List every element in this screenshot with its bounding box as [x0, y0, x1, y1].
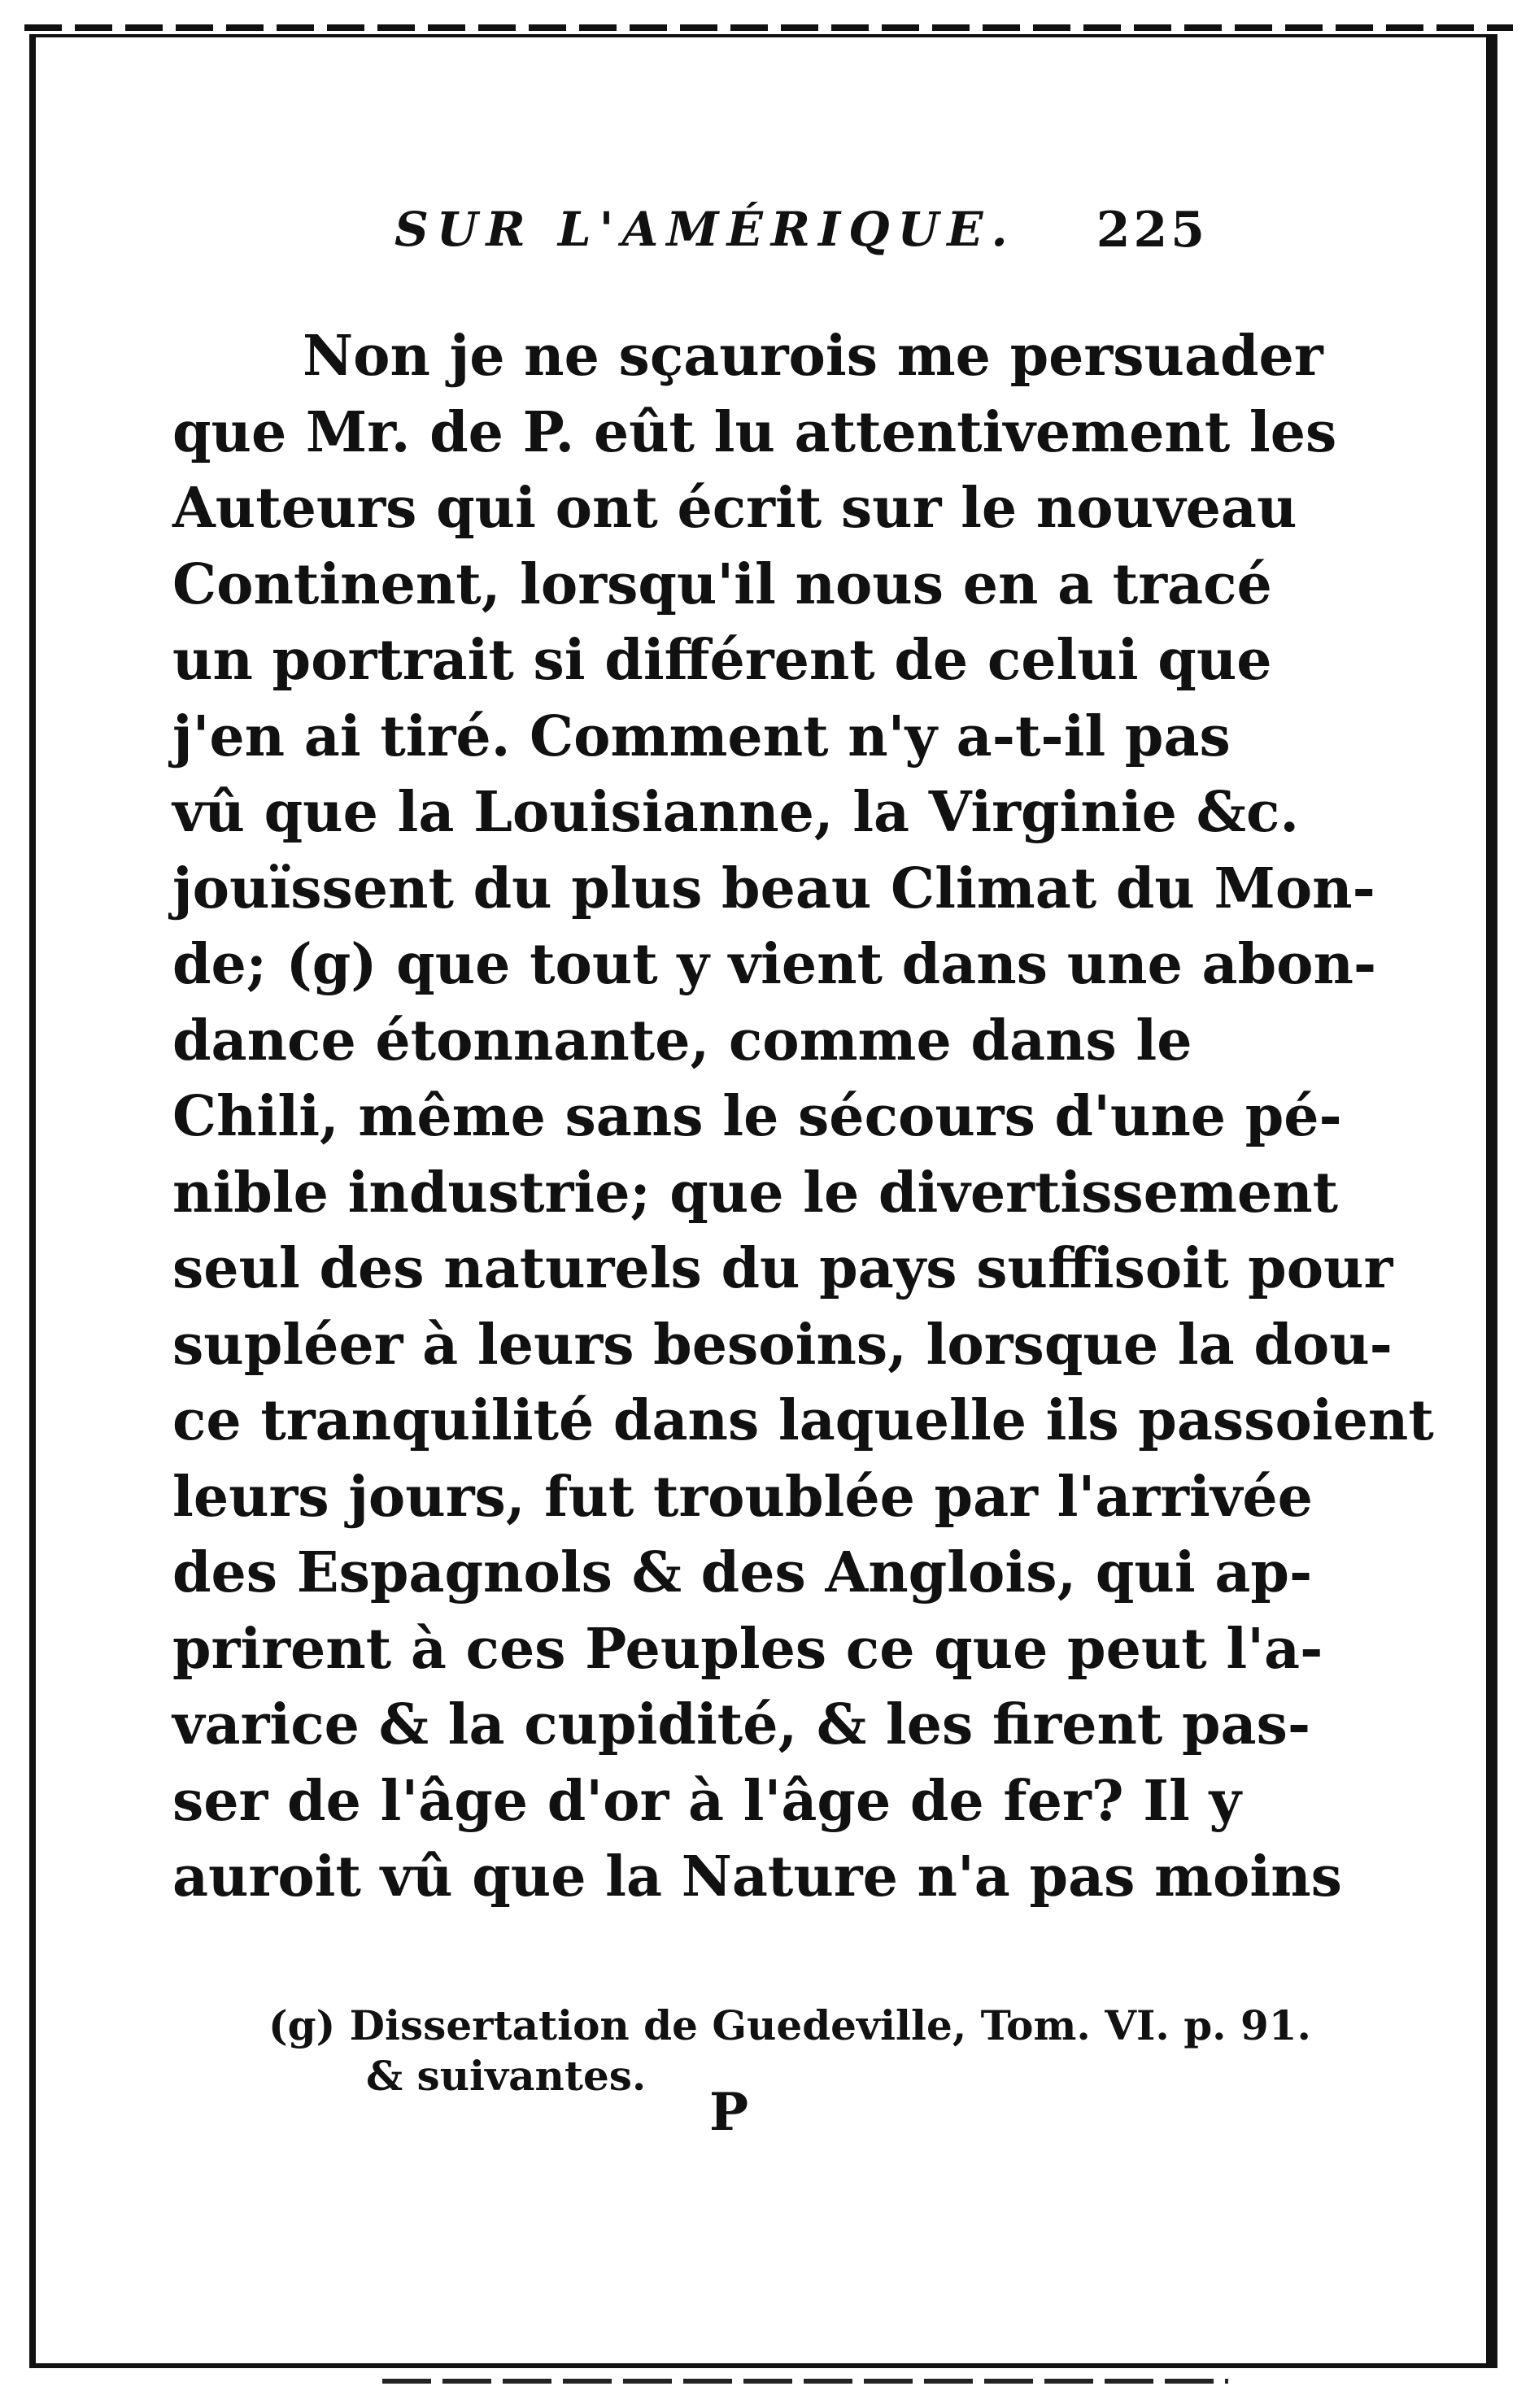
text-line: un portrait si différent de celui que [172, 628, 1272, 693]
scan-edge-bottom [382, 2379, 1228, 2384]
text-line: que Mr. de P. eût lu attentivement les [172, 399, 1337, 465]
text-line: Chili, même sans le sécours d'une pé- [172, 1084, 1342, 1149]
running-title: SUR L'AMÉRIQUE. [394, 202, 1016, 257]
text-line: seul des naturels du pays suffisoit pour [172, 1236, 1393, 1301]
page-number: 225 [1096, 202, 1208, 259]
text-line: ce tranquilité dans laquelle ils passoient [172, 1388, 1434, 1453]
running-header [394, 202, 1208, 267]
text-line: jouïssent du plus beau Climat du Mon- [172, 856, 1375, 921]
text-line: varice & la cupidité, & les firent pas- [172, 1692, 1311, 1757]
text-line: leurs jours, fut troublée par l'arrivée [172, 1464, 1313, 1530]
text-line: ser de l'âge d'or à l'âge de fer? Il y [172, 1768, 1242, 1834]
body-text [172, 319, 1434, 1916]
scan-edge-top [24, 24, 1513, 31]
text-line: Continent, lorsqu'il nous en a tracé [172, 551, 1272, 617]
text-line: prirent à ces Peuples ce que peut l'a- [172, 1616, 1323, 1682]
text-line: vû que la Louisianne, la Virginie &c. [172, 780, 1300, 845]
text-line: dance étonnante, comme dans le [172, 1008, 1192, 1073]
signature-mark: P [709, 2082, 749, 2143]
text-line: Auteurs qui ont écrit sur le nouveau [172, 476, 1297, 541]
text-line: Non je ne sçaurois me persuader [303, 324, 1323, 389]
text-line: j'en ai tiré. Comment n'y a-t-il pas [172, 703, 1231, 769]
text-line: auroit vû que la Nature n'a pas moins [172, 1844, 1342, 1909]
text-line: nible industrie; que le divertissement [172, 1160, 1339, 1226]
footnote-line: & suivantes. [366, 2052, 647, 2100]
text-line: des Espagnols & des Anglois, qui ap- [172, 1540, 1313, 1605]
text-line: de; (g) que tout y vient dans une abon- [172, 932, 1377, 997]
text-line: supléer à leurs besoins, lorsque la dou- [172, 1312, 1393, 1378]
footnote-line: (g) Dissertation de Guedeville, Tom. VI. p. 91. [268, 2001, 1311, 2049]
